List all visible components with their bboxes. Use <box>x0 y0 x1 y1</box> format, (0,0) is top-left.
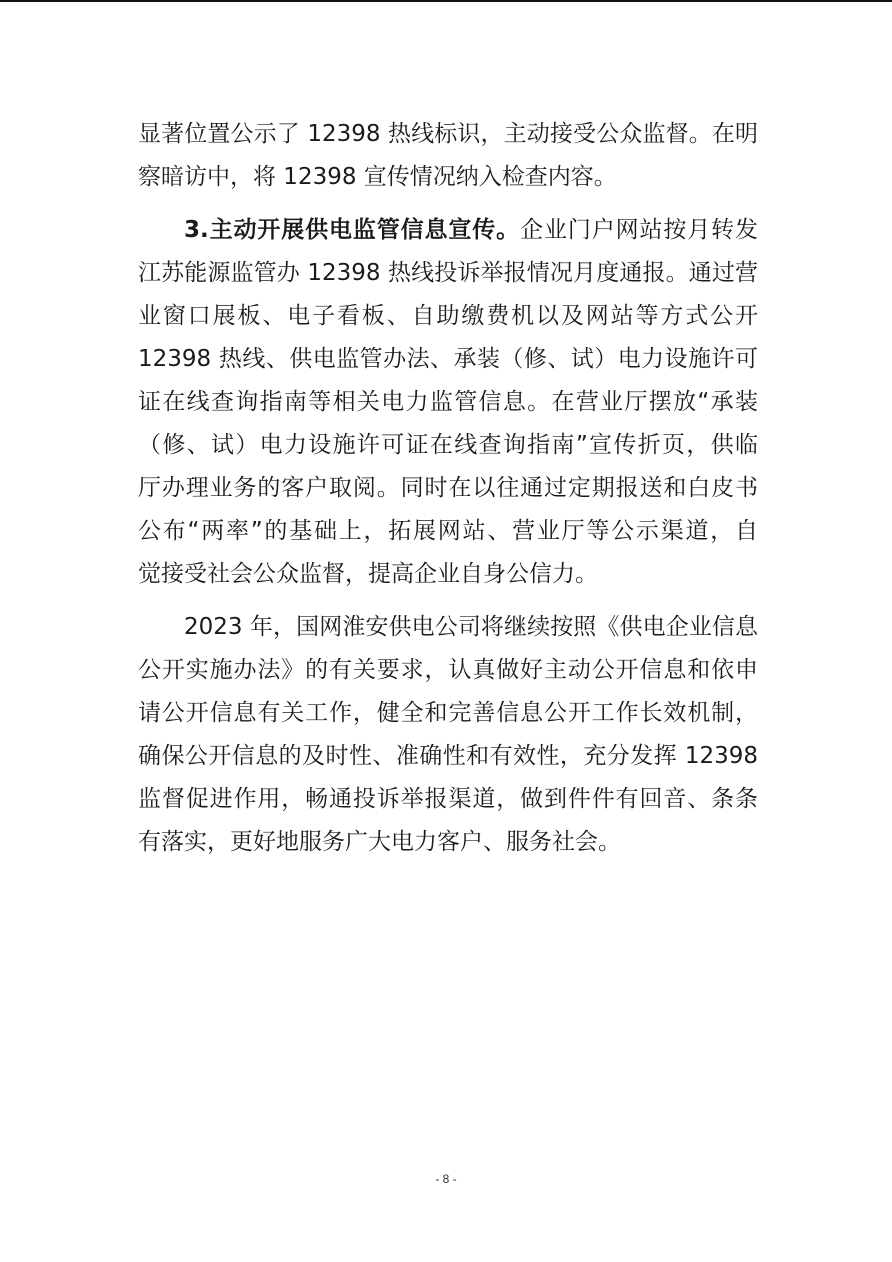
text-line: （修、试）电力设施许可证在线查询指南”宣传折页，供临 <box>138 432 758 458</box>
text-line: 确保公开信息的及时性、准确性和有效性，充分发挥 12398 <box>138 743 758 769</box>
text-line: 请公开信息有关工作，健全和完善信息公开工作长效机制， <box>138 700 758 726</box>
text-line: 2023 年，国网淮安供电公司将继续按照《供电企业信息 <box>184 614 758 640</box>
page-number: - 8 - <box>435 1172 457 1186</box>
text-line: 公布“两率”的基础上，拓展网站、营业厅等公示渠道，自 <box>138 518 758 544</box>
text-line: 厅办理业务的客户取阅。同时在以往通过定期报送和白皮书 <box>138 475 758 501</box>
paragraph-2023-plan <box>138 606 758 864</box>
text-line: 监督促进作用，畅通投诉举报渠道，做到件件有回音、条条 <box>138 786 758 812</box>
text-line: 证在线查询指南等相关电力监管信息。在营业厅摆放“承装 <box>138 389 758 415</box>
text-span: 企业门户网站按月转发 <box>520 217 759 243</box>
paragraph-continued <box>138 113 758 199</box>
text-line: 有落实，更好地服务广大电力客户、服务社会。 <box>138 829 621 855</box>
text-line: 觉接受社会公众监督，提高企业自身公信力。 <box>138 561 598 587</box>
text-line: 察暗访中，将 12398 宣传情况纳入检查内容。 <box>138 164 617 190</box>
text-line: 业窗口展板、电子看板、自助缴费机以及网站等方式公开 <box>138 303 758 329</box>
text-line: 12398 热线、供电监管办法、承装（修、试）电力设施许可 <box>138 346 758 372</box>
document-body <box>138 113 758 864</box>
page-top-border <box>0 0 892 2</box>
paragraph-supervision-publicity <box>138 209 758 596</box>
text-line: 公开实施办法》的有关要求，认真做好主动公开信息和依申 <box>138 657 758 683</box>
text-line: 显著位置公示了 12398 热线标识，主动接受公众监督。在明 <box>138 121 758 147</box>
section-heading: 3.主动开展供电监管信息宣传。 <box>184 217 521 243</box>
text-line <box>138 209 758 252</box>
text-line: 江苏能源监管办 12398 热线投诉举报情况月度通报。通过营 <box>138 260 758 286</box>
